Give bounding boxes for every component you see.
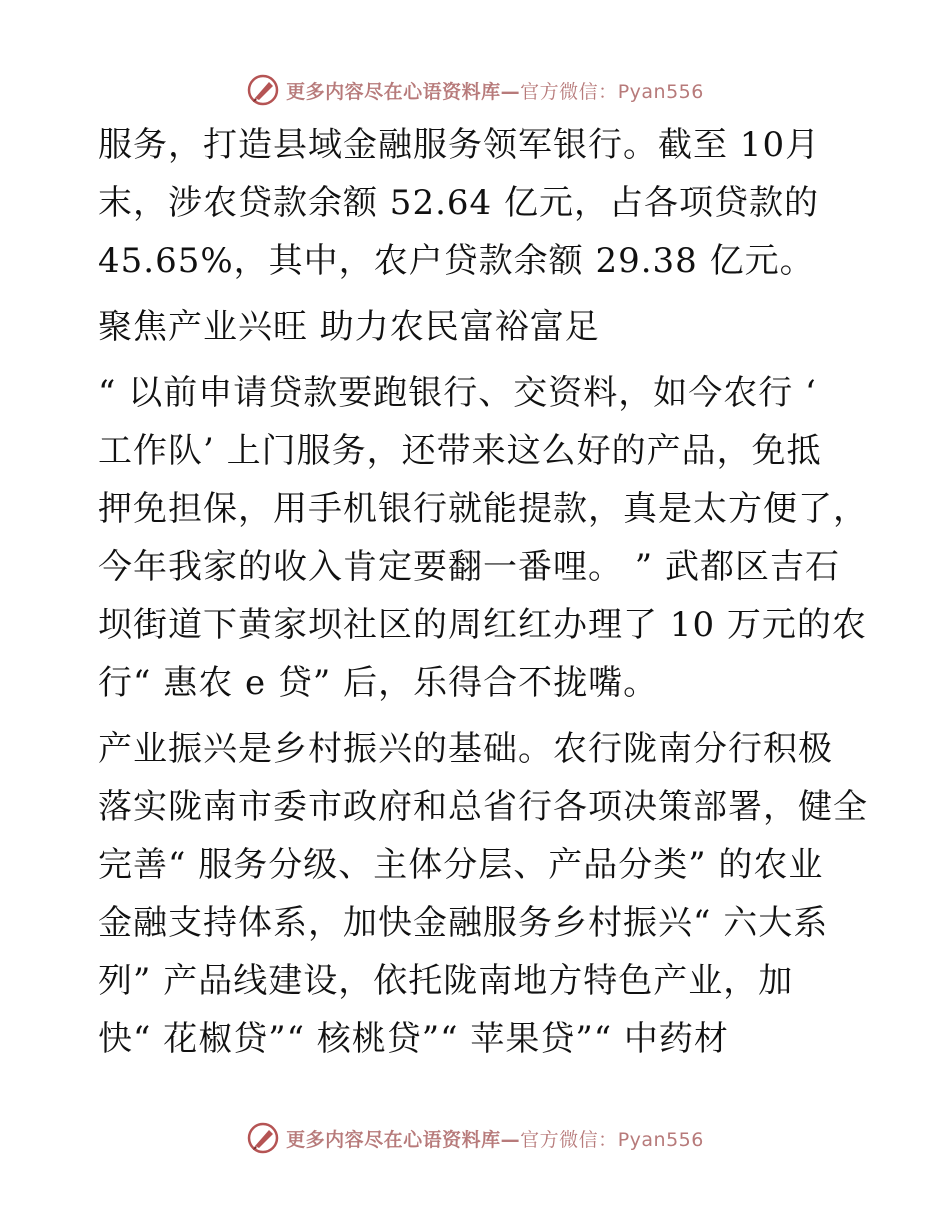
text-line: 完善“ 服务分级、主体分层、产品分类” 的农业 — [98, 845, 824, 885]
text-line: 服务，打造县域金融服务领军银行。截至 10月 — [98, 125, 821, 165]
text-line: 行“ 惠农 e 贷” 后，乐得合不拢嘴。 — [98, 663, 659, 703]
text-line: 押免担保，用手机银行就能提款，真是太方便了， — [98, 489, 868, 529]
pen-logo-icon — [246, 73, 280, 107]
header-watermark — [0, 70, 950, 110]
watermark-text: 更多内容尽在心语资料库—官方微信：Pyan556 — [286, 80, 704, 103]
text-line: 末，涉农贷款余额 52.64 亿元，占各项贷款的 — [98, 183, 819, 223]
paragraph — [98, 116, 850, 290]
pen-logo-icon — [246, 1121, 280, 1155]
watermark-text: 更多内容尽在心语资料库—官方微信：Pyan556 — [286, 1128, 704, 1151]
section-heading — [98, 298, 850, 356]
text-line: 列” 产品线建设，依托陇南地方特色产业，加 — [98, 961, 794, 1001]
heading-text: 聚焦产业兴旺 助力农民富裕富足 — [98, 307, 600, 347]
text-line: 快“ 花椒贷”“ 核桃贷”“ 苹果贷”“ 中药材 — [98, 1019, 729, 1059]
paragraph — [98, 720, 868, 1068]
document-body — [98, 116, 868, 1076]
footer-watermark — [0, 1118, 950, 1158]
text-line: “ 以前申请贷款要跑银行、交资料，如今农行 ‘ — [98, 373, 817, 413]
text-line: 产业振兴是乡村振兴的基础。农行陇南分行积极 — [98, 729, 833, 769]
text-line: 坝街道下黄家坝社区的周红红办理了 10 万元的农 — [98, 605, 867, 645]
text-line: 落实陇南市委市政府和总省行各项决策部署，健全 — [98, 787, 868, 827]
text-line: 金融支持体系，加快金融服务乡村振兴“ 六大系 — [98, 903, 829, 943]
text-line: 今年我家的收入肯定要翻一番哩。 ” 武都区吉石 — [98, 547, 840, 587]
text-line: 45.65%，其中，农户贷款余额 29.38 亿元。 — [98, 241, 815, 281]
paragraph — [98, 364, 868, 712]
text-line: 工作队’ 上门服务，还带来这么好的产品，免抵 — [98, 431, 822, 471]
